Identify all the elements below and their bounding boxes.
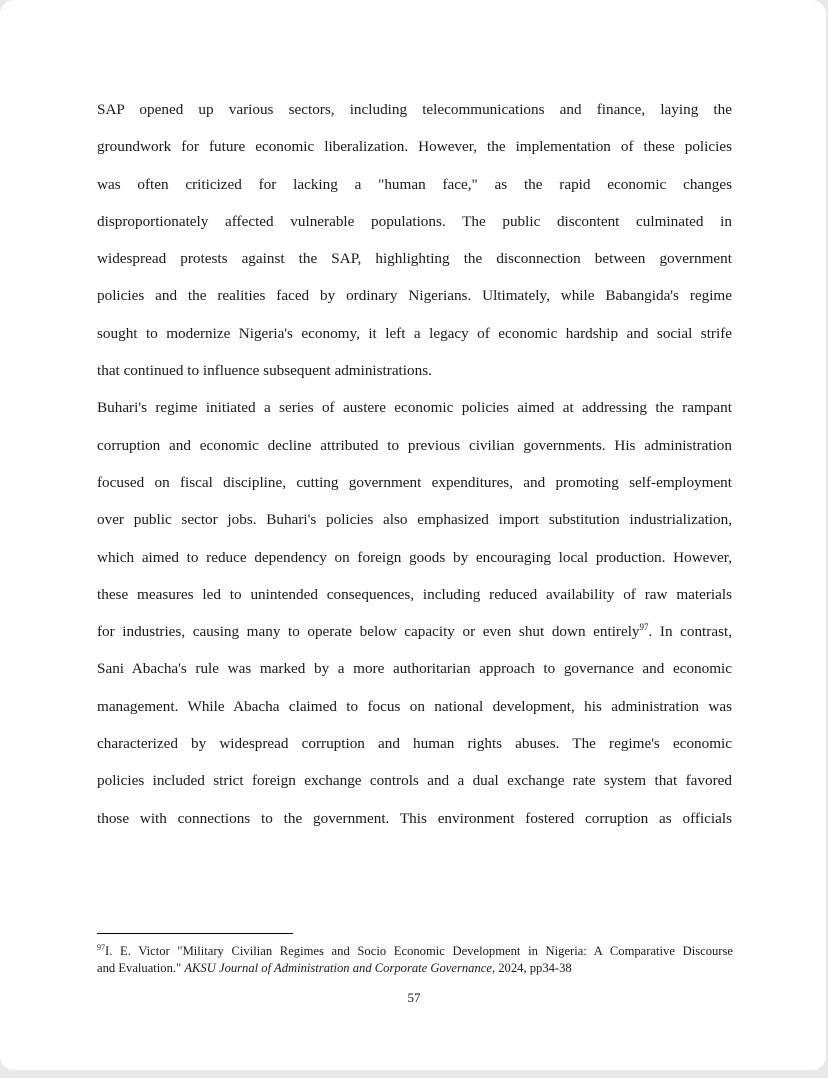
footnote-text: I. E. Victor "Military Civilian Regimes and Socio Economic Development in Nigeria: A Comparative Discourse	[105, 944, 733, 958]
text-line: which aimed to reduce dependency on foreign goods by encouraging local production. However,	[97, 548, 732, 566]
journal-title: AKSU Journal of Administration and Corporate Governance	[184, 961, 492, 975]
footnote-text: , 2024, pp34-38	[491, 961, 572, 975]
page-number: 57	[407, 990, 421, 1005]
text-line: characterized by widespread corruption and human rights abuses. The regime's economic	[97, 735, 732, 753]
text-segment: . In contrast,	[648, 623, 732, 641]
body-text	[97, 96, 732, 842]
text-line: Buhari's regime initiated a series of austere economic policies aimed at addressing the rampant	[97, 399, 732, 417]
text-line: these measures led to unintended consequences, including reduced availability of raw materials	[97, 585, 732, 603]
text-line: widespread protests against the SAP, highlighting the disconnection between government	[97, 250, 732, 268]
text-line: policies and the realities faced by ordinary Nigerians. Ultimately, while Babangida's regime	[97, 287, 732, 305]
text-line: management. While Abacha claimed to focus on national development, his administration was	[97, 697, 732, 715]
text-line: SAP opened up various sectors, including telecommunications and finance, laying the	[97, 101, 732, 118]
text-line: sought to modernize Nigeria's economy, it left a legacy of economic hardship and social strife	[97, 324, 732, 342]
footnote-number: 97	[97, 943, 105, 952]
text-line: focused on fiscal discipline, cutting government expenditures, and promoting self-employment	[97, 473, 732, 491]
footnote-line	[97, 960, 733, 977]
footnote-line	[97, 943, 733, 960]
text-line: was often criticized for lacking a "human face," as the rapid economic changes	[97, 175, 732, 193]
text-line: policies included strict foreign exchange controls and a dual exchange rate system that favored	[97, 772, 732, 790]
text-line: Sani Abacha's rule was marked by a more authoritarian approach to governance and economic	[97, 660, 732, 678]
text-line: that continued to influence subsequent administrations.	[97, 362, 432, 380]
text-line: those with connections to the government. This environment fostered corruption as officials	[97, 809, 732, 827]
text-line: disproportionately affected vulnerable populations. The public discontent culminated in	[97, 212, 732, 230]
text-segment: for industries, causing many to operate below capacity or even shut down entirely	[97, 623, 640, 641]
text-line: over public sector jobs. Buhari's policies also emphasized import substitution industrialization,	[97, 511, 732, 529]
footnote	[97, 943, 733, 977]
footnote-text: and Evaluation."	[97, 961, 182, 975]
footnote-divider	[97, 933, 293, 934]
text-line-with-footnote-ref	[97, 618, 732, 655]
text-line: corruption and economic decline attributed to previous civilian governments. His administration	[97, 436, 732, 454]
text-line: groundwork for future economic liberalization. However, the implementation of these policies	[97, 138, 732, 156]
footnote-reference[interactable]: 97	[639, 622, 649, 633]
